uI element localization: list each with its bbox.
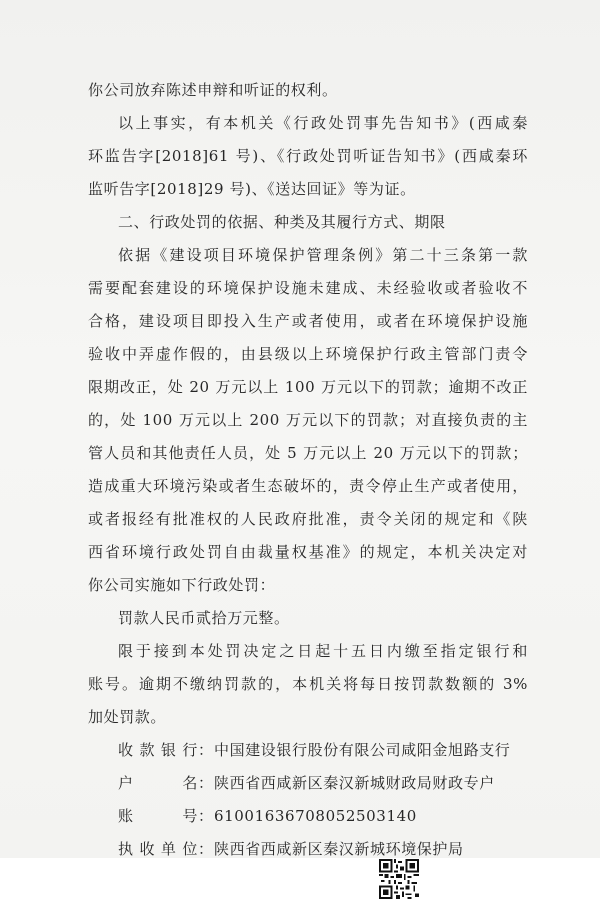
penalty-amount: 罚款人民币贰拾万元整。 — [118, 609, 290, 627]
field-value: 陕西省西咸新区秦汉新城环境保护局 — [214, 840, 464, 858]
text-line: 西省环境行政处罚自由裁量权基准》的规定，本机关决定对 — [88, 543, 528, 561]
paragraph-payment-deadline — [88, 635, 528, 734]
text-line: 账号。逾期不缴纳罚款的，本机关将每日按罚款数额的 3% — [88, 675, 528, 693]
text-line: 加处罚款。 — [88, 708, 167, 726]
field-account-name — [88, 767, 528, 800]
field-label: 执收单位 — [118, 840, 198, 858]
field-colon: ： — [198, 741, 214, 759]
text-line: 验收中弄虚作假的，由县级以上环境保护行政主管部门责令 — [88, 345, 528, 363]
field-colon: ： — [198, 774, 214, 792]
text-line: 合格，建设项目即投入生产或者使用，或者在环境保护设施 — [88, 312, 528, 330]
field-account-number — [88, 800, 528, 833]
text-line: 监听告字[2018]29 号)、《送达回证》等为证。 — [88, 180, 416, 198]
text-line: 依据《建设项目环境保护管理条例》第二十三条第一款 — [118, 246, 528, 264]
field-collecting-unit — [88, 833, 528, 866]
field-colon: ： — [198, 807, 214, 825]
field-receiving-bank — [88, 734, 528, 767]
text-line: 造成重大环境污染或者生态破坏的，责令停止生产或者使用， — [88, 477, 528, 495]
document-body — [88, 74, 528, 866]
text-line: 限期改正，处 20 万元以上 100 万元以下的罚款；逾期不改正 — [88, 378, 528, 396]
field-label: 户名 — [118, 774, 198, 792]
paragraph-facts — [88, 107, 528, 206]
text-line: 限于接到本处罚决定之日起十五日内缴至指定银行和 — [118, 642, 528, 660]
paragraph-waiver: 你公司放弃陈述申辩和听证的权利。 — [88, 81, 338, 99]
text-line: 管人员和其他责任人员，处 5 万元以上 20 万元以下的罚款； — [88, 444, 528, 462]
field-colon: ： — [198, 840, 214, 858]
payment-details — [88, 734, 528, 866]
text-line: 的，处 100 万元以上 200 万元以下的罚款；对直接负责的主 — [88, 411, 528, 429]
field-label: 收款银行 — [118, 741, 198, 759]
paragraph-legal-basis — [88, 239, 528, 602]
field-value: 陕西省西咸新区秦汉新城财政局财政专户 — [214, 774, 495, 792]
text-line: 以上事实，有本机关《行政处罚事先告知书》(西咸秦 — [118, 114, 528, 132]
section-heading: 二、行政处罚的依据、种类及其履行方式、期限 — [118, 213, 446, 231]
field-value: 中国建设银行股份有限公司咸阳金旭路支行 — [214, 741, 511, 759]
qr-code-icon — [379, 859, 419, 899]
text-line: 你公司实施如下行政处罚： — [88, 576, 276, 594]
text-line: 或者报经有批准权的人民政府批准，责令关闭的规定和《陕 — [88, 510, 528, 528]
field-label: 账号 — [118, 807, 198, 825]
text-line: 环监告字[2018]61 号)、《行政处罚听证告知书》(西咸秦环 — [88, 147, 528, 165]
text-line: 需要配套建设的环境保护设施未建成、未经验收或者验收不 — [88, 279, 528, 297]
field-value: 61001636708052503140 — [214, 807, 417, 825]
